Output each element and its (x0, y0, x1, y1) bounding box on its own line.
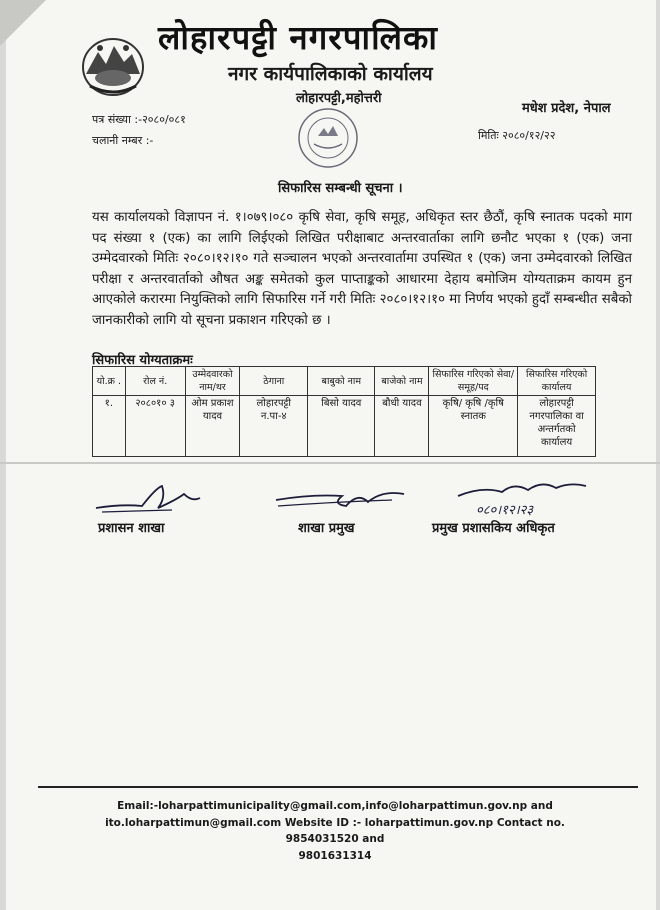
cell-service: कृषि/ कृषि /कृषि स्नातक (429, 396, 518, 457)
page-title: लोहारपट्टी नगरपालिका (158, 18, 438, 57)
signature-branch-chief-icon (272, 484, 408, 516)
header-office: सिफारिस गरिएको कार्यालय (518, 367, 596, 396)
signature-label-branch-chief: शाखा प्रमुख (298, 521, 355, 536)
header-grandfather: बाजेको नाम (375, 367, 429, 396)
dispatch-number: चलानी नम्बर :- (92, 134, 154, 147)
cell-roll: २०८०१० ३ (125, 396, 185, 457)
cell-candidate: ओम प्रकाश यादव (185, 396, 240, 457)
cell-grandfather: बौधी यादव (375, 396, 429, 457)
footer-divider (38, 786, 638, 788)
cell-office: लोहारपट्टी नगरपालिका वा अन्तर्गतको कार्यालय (518, 396, 596, 457)
signature-label-admin: प्रशासन शाखा (98, 521, 165, 536)
office-stamp-icon (296, 106, 360, 170)
header-serial: यो.क्र . (93, 367, 126, 396)
cell-address: लोहारपट्टी न.पा-४ (240, 396, 308, 457)
province-label: मधेश प्रदेश, नेपाल (522, 101, 611, 116)
header-father: बाबुको नाम (308, 367, 375, 396)
signature-handwritten-date: ०८०।१२।२३ (476, 503, 534, 518)
cell-father: बिसो यादव (308, 396, 375, 457)
table-header-row (93, 367, 596, 396)
municipality-emblem-icon (78, 34, 148, 100)
table-title: सिफारिस योग्यताक्रमः (92, 353, 193, 368)
cell-serial: १. (93, 396, 126, 457)
office-address: लोहारपट्टी,महोत्तरी (296, 91, 382, 106)
folded-corner (0, 0, 46, 46)
office-subtitle: नगर कार्यपालिकाको कार्यालय (228, 63, 433, 85)
notice-heading: सिफारिस सम्बन्धी सूचना । (278, 181, 403, 196)
header-service: सिफारिस गरिएको सेवा/समूह/पद (429, 367, 518, 396)
signature-admin-icon (92, 478, 202, 518)
header-roll: रोल नं. (125, 367, 185, 396)
letter-date: मितिः २०८०/१२/२२ (478, 129, 556, 142)
footer-contact (100, 798, 570, 864)
recommendation-table (92, 366, 596, 457)
letter-number: पत्र संख्या :-२०८०/०८१ (92, 113, 186, 126)
notice-body: यस कार्यालयको विज्ञापन नं. १।०७९।०८० कृषि सेवा, कृषि समूह, अधिकृत स्तर छैठौं, कृषि स्नातक पदको माग पद संख्या १ (एक) का लागि लिईएको लिखित परीक्षाबाट अन्तरवार्ताका लागि छनौट भएका १ (एक) जना उम्मेदवारको मितिः २०८०।१२।१० गते सञ्चालन भएको अन्तरवार्तामा उपस्थित १ (एक) जना उम्मेदवारको लिखित परीक्षा र अन्तरवार्ताको औषत अङ्क समेतको कुल पाप्ताङ्कको आधारमा देहाय बमोजिम योग्यताक्रम कायम हुन आएकोले करारमा नियुक्तिको लागि सिफारिस गर्ने गरी मितिः २०८०।१२।१० मा निर्णय भएको हुदाँ सम्बन्धीत सबैको जानकारीको लागि यो सूचना प्रकाशन गरिएको छ । (92, 210, 632, 328)
header-candidate: उम्मेदवारको नाम/थर (185, 367, 240, 396)
footer-line-1: Email:-loharpattimunicipality@gmail.com,info@loharpattimun.gov.np and (117, 800, 553, 812)
header-address: ठेगाना (240, 367, 308, 396)
footer-line-2: ito.loharpattimun@gmail.com Website ID :- loharpattimun.gov.np Contact no. 9854031520 and (105, 816, 565, 845)
paper-fold (0, 462, 660, 464)
footer-line-3: 9801631314 (298, 849, 372, 862)
signature-label-chief-officer: प्रमुख प्रशासकिय अधिकृत (432, 521, 555, 536)
table-row (93, 396, 596, 457)
